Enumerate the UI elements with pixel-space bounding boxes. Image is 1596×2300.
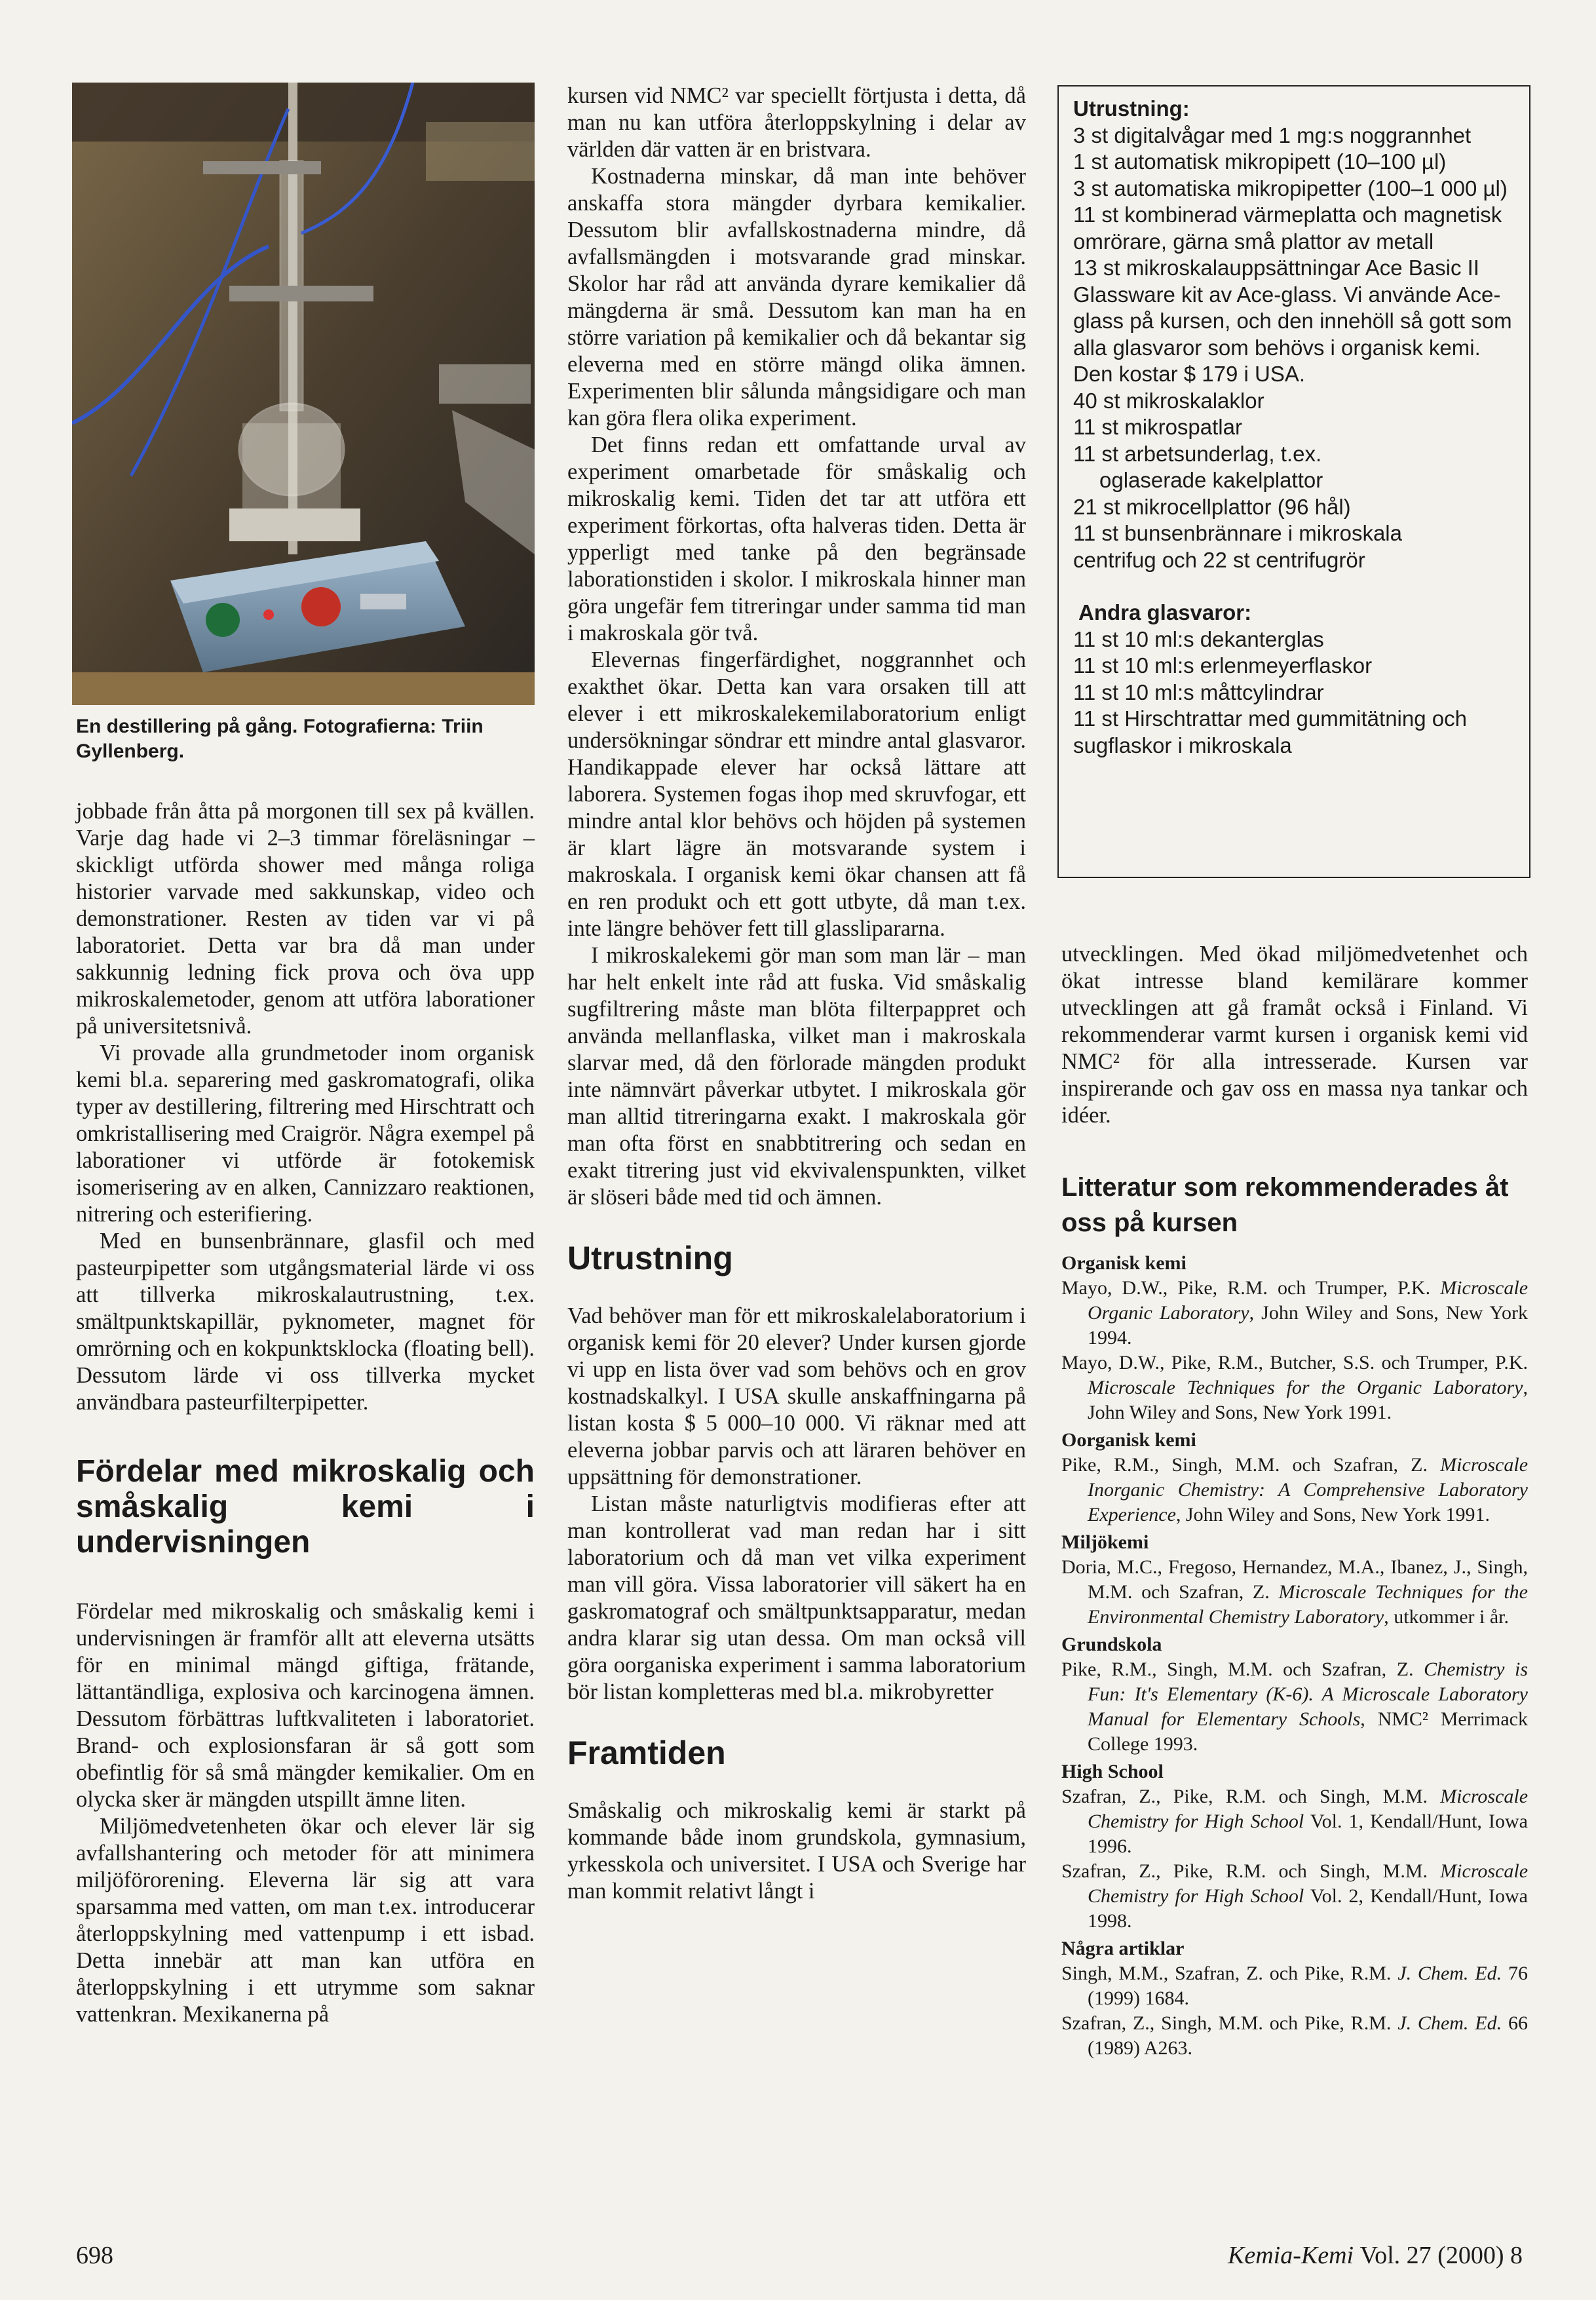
equipment-item: centrifug och 22 st centrifugrör (1073, 547, 1365, 572)
section-heading-framtiden: Framtiden (567, 1735, 726, 1771)
glassware-item: 11 st 10 ml:s dekanterglas (1073, 626, 1324, 651)
paragraph: Det finns redan ett omfattande urval av experiment omarbetade för småskalig och mikroskalig kemi. Tiden det tar att utföra ett experiment förkortas, ofta halveras tiden. Detta är ypperligt med tanke på den begränsade laborationstiden i skolor. I mikroskala hinner man göra ungefär fem titreringar under samma tid man i makroskala gör två. (567, 432, 1026, 645)
distillation-apparatus-icon (72, 83, 535, 705)
paragraph: jobbade från åtta på morgonen till sex på kvällen. Varje dag hade vi 2–3 timmar föreläsningar – skickligt utförda shower med många roliga historier varvade med sakkunskap, video och demonstrationer. Resten av tiden var vi på laboratoriet. Detta var bra då man under sakkunnig ledning fick prova och öva upp mikroskalemetoder, genom att utföra laborationer på universitetsnivå. (76, 799, 535, 1039)
reference-category: Miljökemi (1061, 1531, 1149, 1553)
glassware-item: 11 st 10 ml:s måttcylindrar (1073, 680, 1324, 704)
reference-item: Mayo, D.W., Pike, R.M. och Trumper, P.K. Microscale Organic Laboratory, John Wiley and Sons, New York 1994. (1061, 1277, 1529, 1349)
paragraph: Småskalig och mikroskalig kemi är starkt på kommande både inom grundskola, gymnasium, yrkesskola och universitet. I USA och Sverige har man kommit relativt långt i (567, 1798, 1026, 1904)
photo-caption: En destillering på gång. Fotografierna: Triin Gyllenberg. (76, 716, 484, 762)
glassware-item: 11 st 10 ml:s erlenmeyerflaskor (1073, 653, 1373, 678)
paragraph: Elevernas fingerfärdighet, noggrannhet och exakthet ökar. Detta kan vara orsaken till att elever i ett mikroskalekemilaboratorium enligt undersökningar söndrar ett mindre antal glasvaror. Handikappade elever har också lättare att laborera. Systemen fogas ihop med skruvfogar, ett mindre antal klor behövs och höjden på systemen är klart lägre än motsvarande system i makroskala. I organisk kemi ökar chansen att få en ren produkt och ett gott utbyte, då man t.ex. inte längre behöver fett till glasslipararna. (567, 647, 1026, 941)
distillation-photo (72, 83, 535, 705)
page-number: 698 (76, 2242, 113, 2269)
reference-item: Mayo, D.W., Pike, R.M., Butcher, S.S. och Trumper, P.K. Microscale Techniques for the Organic Laboratory, John Wiley and Sons, New York 1991. (1061, 1352, 1528, 1423)
reference-item: Doria, M.C., Fregoso, Hernandez, M.A., Ibanez, J., Singh, M.M. och Szafran, Z. Microscale Techniques for the Environmental Chemistry Laboratory, utkommer i år. (1061, 1556, 1529, 1628)
equipment-item: 11 st kombinerad värmeplatta och magnetisk omrörare, gärna små plattor av metall (1073, 202, 1502, 254)
reference-item: Pike, R.M., Singh, M.M. och Szafran, Z. Microscale Inorganic Chemistry: A Comprehensive Laboratory Experience, John Wiley and Sons, New York 1991. (1061, 1454, 1529, 1525)
paragraph: kursen vid NMC² var speciellt förtjusta i detta, då man nu kan utföra återloppskylning i delar av världen där vatten är en bristvara. (567, 83, 1026, 162)
reference-item: Szafran, Z., Singh, M.M. och Pike, R.M. J. Chem. Ed. 66 (1989) A263. (1061, 2012, 1528, 2059)
reference-category: Oorganisk kemi (1061, 1429, 1196, 1451)
column-2 (567, 83, 1026, 1905)
equipment-item: 11 st mikrospatlar (1073, 415, 1242, 439)
equipment-item: 13 st mikroskalauppsättningar Ace Basic II Glassware kit av Ace-glass. Vi använde Ace-glass på kursen, och den innehöll så gott som alla glasvaror som behövs i organisk kemi. Den kostar $ 179 i USA. (1073, 256, 1512, 386)
equipment-item: 3 st digitalvågar med 1 mg:s noggrannhet (1073, 123, 1472, 147)
reference-item: Singh, M.M., Szafran, Z. och Pike, R.M. J. Chem. Ed. 76 (1999) 1684. (1061, 1963, 1528, 2009)
equipment-item: oglaserade kakelplattor (1099, 468, 1323, 492)
equipment-item: 1 st automatisk mikropipett (10–100 µl) (1073, 149, 1447, 174)
equipment-item: 11 st arbetsunderlag, t.ex. (1073, 441, 1322, 466)
reference-item: Szafran, Z., Pike, R.M. och Singh, M.M. Microscale Chemistry for High School Vol. 2, Kendall/Hunt, Iowa 1998. (1061, 1860, 1529, 1932)
equipment-heading: Utrustning: (1073, 96, 1190, 121)
reference-category: High School (1061, 1761, 1164, 1782)
paragraph: Listan måste naturligtvis modifieras efter att man kontrollerat vad man redan har i sitt laboratorium och då man vet vilka experiment man vill göra. Vissa laboratorier vill säkert ha en gaskromatograf och smältpunktsapparatur, medan andra klarar sig utan dessa. Om man också vill göra oorganiska experiment i samma laboratorium bör listan kompletteras med bl.a. mikrobyretter (567, 1491, 1026, 1704)
equipment-item: 11 st bunsenbrännare i mikroskala (1073, 521, 1402, 545)
reference-list (1061, 1251, 1528, 2061)
journal-volume: Vol. 27 (2000) 8 (1359, 2242, 1523, 2269)
reference-item: Szafran, Z., Pike, R.M. och Singh, M.M. Microscale Chemistry for High School Vol. 1, Kendall/Hunt, Iowa 1996. (1061, 1786, 1529, 1857)
journal-name: Kemia-Kemi (1228, 2242, 1354, 2269)
paragraph: Med en bunsenbrännare, glasfil och med pasteurpipetter som utgångsmaterial lärde vi oss att tillverka mikroskalautrustning, t.ex. smältpunktskapillär, pyknometer, magnet för omrörning och en kokpunktsklocka (floating bell). Dessutom lärde vi oss tillverka mycket användbara pasteurfilterpipetter. (76, 1229, 535, 1415)
equipment-item: 3 st automatiska mikropipetter (100–1 000 µl) (1073, 176, 1508, 201)
paragraph: Vad behöver man för ett mikroskalelaboratorium i organisk kemi för 20 elever? Under kursen gjorde vi upp en lista över vad som behövs och en grov kostnadskalkyl. I USA skulle anskaffningarna på listan kosta $ 5 000–10 000. Vi räknar med att eleverna jobbar parvis och att läraren behöver en uppsättning för demonstrationer. (567, 1303, 1026, 1489)
equipment-box (1057, 85, 1530, 878)
column-3 (1061, 941, 1528, 2061)
equipment-item: 21 st mikrocellplattor (96 hål) (1073, 494, 1351, 519)
paragraph: I mikroskalekemi gör man som man lär – man har helt enkelt inte råd att fuska. Vid småskalig sugfiltrering måste man blöta filterpappret och använda mellanflaska, vilket man i makroskala slarvar med, då den förlorade mängden produkt inte nämnvärt påverkar utbytet. I mikroskala gör man alltid titreringarna exakt. I makroskala gör man ofta först en snabbtitrering och sedan en exakt titrering just vid ekvivalenspunkten, vilket är slöseri både med tid och ämnen. (567, 943, 1026, 1210)
section-heading-utrustning: Utrustning (567, 1240, 733, 1276)
paragraph: Miljömedvetenheten ökar och elever lär sig avfallshantering och metoder för att minimera miljöförorening. Eleverna lär sig att vara sparsamma med vatten, om man t.ex. introducerar återloppskylning med vattenpump i ett isbad. Detta innebär att man kan utföra en återloppskylning i ett utrymme som saknar vattenkran. Mexikanerna på (76, 1814, 535, 2027)
section-heading-fordelar: Fördelar med mikroskalig och småskalig kemi i undervisningen (76, 1454, 535, 1560)
reference-category: Organisk kemi (1061, 1252, 1187, 1274)
reference-category: Några artiklar (1061, 1938, 1185, 1959)
paragraph: utvecklingen. Med ökad miljömedvetenhet och ökat intresse bland kemilärare kommer utvecklingen att gå framåt också i Finland. Vi rekommenderar varmt kursen i organisk kemi vid NMC² för alla intresserade. Kursen var inspirerande och gav oss en massa nya tankar och idéer. (1061, 942, 1528, 1128)
equipment-item: 40 st mikroskalaklor (1073, 388, 1264, 413)
paragraph: Fördelar med mikroskalig och småskalig kemi i undervisningen är framför allt att eleverna utsätts för en minimal mängd giftiga, frätande, lättantändliga, explosiva och karcinogena ämnen. Dessutom förbättras luftkvaliteten i laboratoriet. Brand- och explosionsfaran är så gott som obefintlig för så små mängder kemikalier. Om en olycka sker är mängden utspillt ämne liten. (76, 1599, 535, 1812)
journal-footer (1228, 2241, 1523, 2270)
column-1 (76, 798, 535, 2028)
paragraph: Vi provade alla grundmetoder inom organisk kemi bl.a. separering med gaskromatografi, olika typer av destillering, filtrering med Hirschtratt och omkristallisering med Craigrör. Några exempel på laborationer vi utförde är fotokemisk isomerisering av en alken, Cannizzaro reaktionen, nitrering och esterifiering. (76, 1041, 535, 1227)
literature-heading: Litteratur som rekommenderades åt oss på kursen (1061, 1173, 1509, 1237)
reference-category: Grundskola (1061, 1634, 1162, 1655)
glassware-heading: Andra glasvaror: (1078, 600, 1252, 624)
paragraph: Kostnaderna minskar, då man inte behöver anskaffa stora mängder dyrbara kemikalier. Dessutom blir avfallskostnaderna mindre, då avfallsmängden i motsvarande grad minskar. Skolor har råd att använda dyrare kemikalier då mängderna är små. Dessutom kan man ha en större variation på kemikalier och då bekantar sig eleverna med en större mängd olika ämnen. Experimenten blir sålunda mångsidigare och man kan göra flera olika experiment. (567, 164, 1026, 431)
reference-item: Pike, R.M., Singh, M.M. och Szafran, Z. Chemistry is Fun: It's Elementary (K-6). A Microscale Laboratory Manual for Elementary Schools, NMC² Merrimack College 1993. (1061, 1658, 1529, 1755)
glassware-item: 11 st Hirschtrattar med gummitätning och sugflaskor i mikroskala (1073, 706, 1467, 757)
